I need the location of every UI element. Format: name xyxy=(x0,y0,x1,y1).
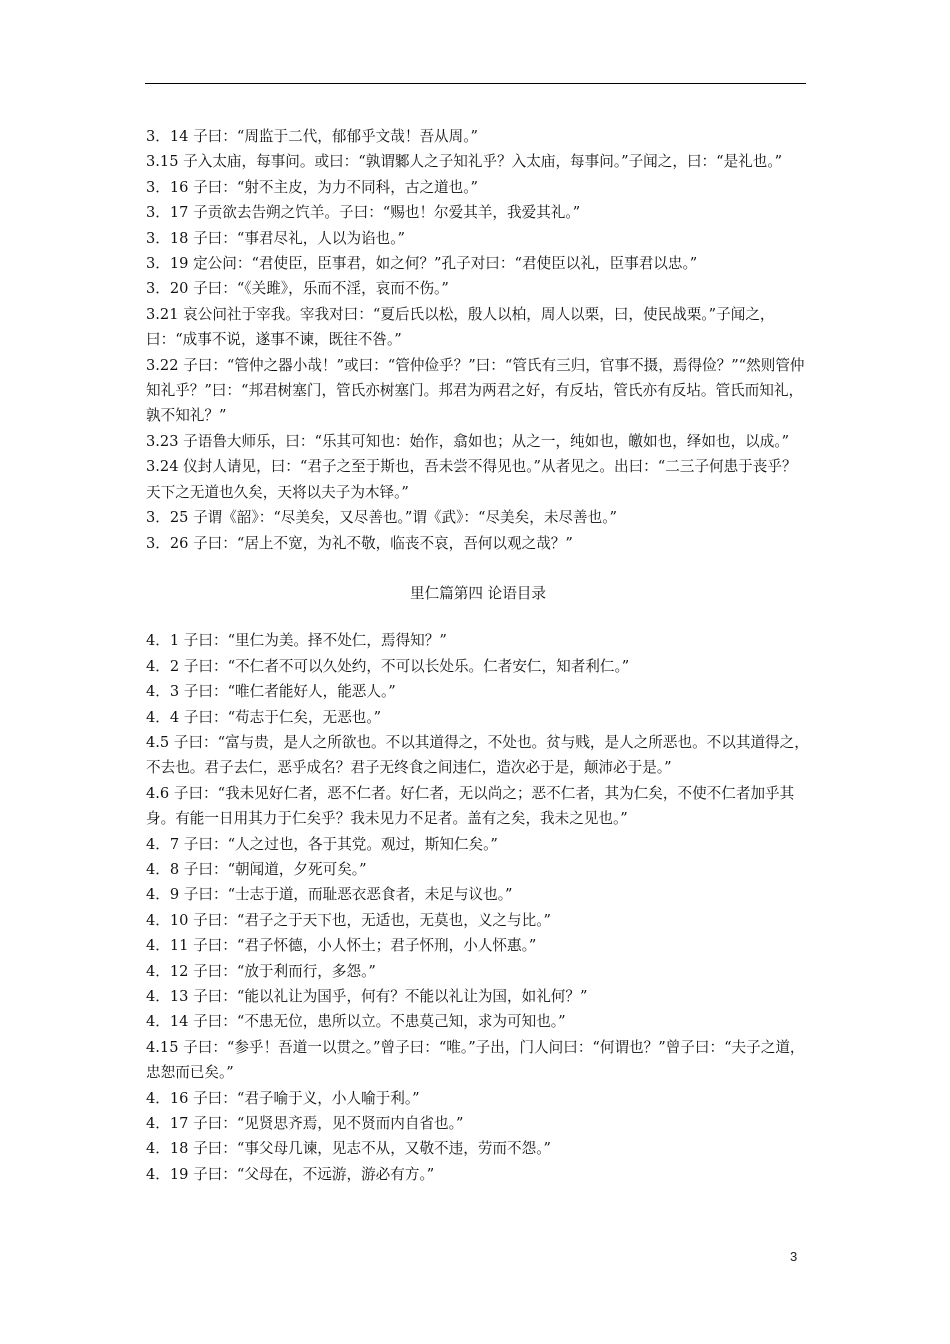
verse-4-1: 4．1 子曰：“里仁为美。择不处仁，焉得知？” xyxy=(146,632,447,650)
verse-4-15: 4.15 子曰：“参乎！吾道一以贯之。”曾子曰：“唯。”子出，门人问曰：“何谓也？”曾子曰：“夫子之道，忠恕而已矣。” xyxy=(146,1038,805,1082)
verse-4-9: 4．9 子曰：“士志于道，而耻恶衣恶食者，未足与议也。” xyxy=(146,886,513,904)
verse-3-25: 3．25 子谓《韶》：“尽美矣，又尽善也。”谓《武》：“尽美矣，未尽善也。” xyxy=(146,509,617,527)
verse-3-18: 3．18 子曰：“事君尽礼，人以为谄也。” xyxy=(146,229,406,247)
verse-4-5: 4.5 子曰：“富与贵，是人之所欲也。不以其道得之，不处也。贫与贱，是人之所恶也。不以其道得之，不去也。君子去仁，恶乎成名？君子无终食之间违仁，造次必于是，颠沛必于是。” xyxy=(146,733,809,777)
document-body xyxy=(146,124,810,1187)
verse-3-20: 3．20 子曰：“《关雎》，乐而不淫，哀而不伤。” xyxy=(146,280,449,298)
header-rule xyxy=(145,83,806,84)
verse-3-16: 3．16 子曰：“射不主皮，为力不同科，古之道也。” xyxy=(146,178,478,196)
verse-4-11: 4．11 子曰：“君子怀德，小人怀土；君子怀刑，小人怀惠。” xyxy=(146,937,537,955)
verse-4-7: 4．7 子曰：“人之过也，各于其党。观过，斯知仁矣。” xyxy=(146,835,498,853)
chapter-3-continued xyxy=(146,124,810,556)
verse-3-22: 3.22 子曰：“管仲之器小哉！”或曰：“管仲俭乎？”曰：“管氏有三归，官事不摄，焉得俭？”“然则管仲知礼乎？”曰：“邦君树塞门，管氏亦树塞门。邦君为两君之好，有反坫，管氏亦有反坫。管氏而知礼，孰不知礼？” xyxy=(146,356,805,425)
verse-3-19: 3．19 定公问：“君使臣，臣事君，如之何？”孔子对曰：“君使臣以礼，臣事君以忠。” xyxy=(146,255,698,273)
verse-3-24: 3.24 仪封人请见，曰：“君子之至于斯也，吾未尝不得见也。”从者见之。出曰：“二三子何患于丧乎？天下之无道也久矣，天将以夫子为木铎。” xyxy=(146,458,797,501)
verse-4-13: 4．13 子曰：“能以礼让为国乎，何有？不能以礼让为国，如礼何？” xyxy=(146,988,588,1005)
verse-4-10: 4．10 子曰：“君子之于天下也，无适也，无莫也，义之与比。” xyxy=(146,911,551,929)
verse-3-17: 3．17 子贡欲去告朔之饩羊。子曰：“赐也！尔爱其羊，我爱其礼。” xyxy=(146,204,581,222)
verse-4-16: 4．16 子曰：“君子喻于义，小人喻于利。” xyxy=(146,1089,420,1107)
verse-3-21: 3.21 哀公问社于宰我。宰我对曰：“夏后氏以松，殷人以柏，周人以栗，曰，使民战栗。”子闻之，曰：“成事不说，遂事不谏，既往不咎。” xyxy=(146,305,775,349)
verse-4-6: 4.6 子曰：“我未见好仁者，恶不仁者。好仁者，无以尚之；恶不仁者，其为仁矣，不使不仁者加乎其身。有能一日用其力于仁矣乎？我未见力不足者。盖有之矣，我未之见也。” xyxy=(146,784,795,828)
verse-4-3: 4．3 子曰：“唯仁者能好人，能恶人。” xyxy=(146,683,396,701)
chapter-4 xyxy=(146,581,810,1187)
verse-4-12: 4．12 子曰：“放于利而行，多怨。” xyxy=(146,962,376,980)
verse-4-17: 4．17 子曰：“见贤思齐焉，见不贤而内自省也。” xyxy=(146,1115,464,1133)
page-number: 3 xyxy=(790,1249,798,1264)
verse-4-14: 4．14 子曰：“不患无位，患所以立。不患莫己知，求为可知也。” xyxy=(146,1013,566,1031)
verse-3-23: 3.23 子语鲁大师乐，曰：“乐其可知也：始作，翕如也；从之一，纯如也，皦如也，绎如也，以成。” xyxy=(146,432,790,450)
verse-3-26: 3．26 子曰：“居上不宽，为礼不敬，临丧不哀，吾何以观之哉？” xyxy=(146,534,573,552)
verse-4-4: 4．4 子曰：“苟志于仁矣，无恶也。” xyxy=(146,708,382,726)
verse-3-15: 3.15 子入太庙，每事问。或曰：“孰谓鄹人之子知礼乎？入太庙，每事问。”子闻之，曰：“是礼也。” xyxy=(146,153,783,171)
verse-4-19: 4．19 子曰：“父母在，不远游，游必有方。” xyxy=(146,1165,435,1183)
verse-4-18: 4．18 子曰：“事父母几谏，见志不从，又敬不违，劳而不怨。” xyxy=(146,1140,551,1158)
section-title: 里仁篇第四 论语目录 xyxy=(410,584,546,602)
verse-4-2: 4．2 子曰：“不仁者不可以久处约，不可以长处乐。仁者安仁，知者利仁。” xyxy=(146,657,630,675)
verse-3-14: 3．14 子曰：“周监于二代，郁郁乎文哉！吾从周。” xyxy=(146,128,478,145)
verse-4-8: 4．8 子曰：“朝闻道，夕死可矣。” xyxy=(146,860,367,878)
